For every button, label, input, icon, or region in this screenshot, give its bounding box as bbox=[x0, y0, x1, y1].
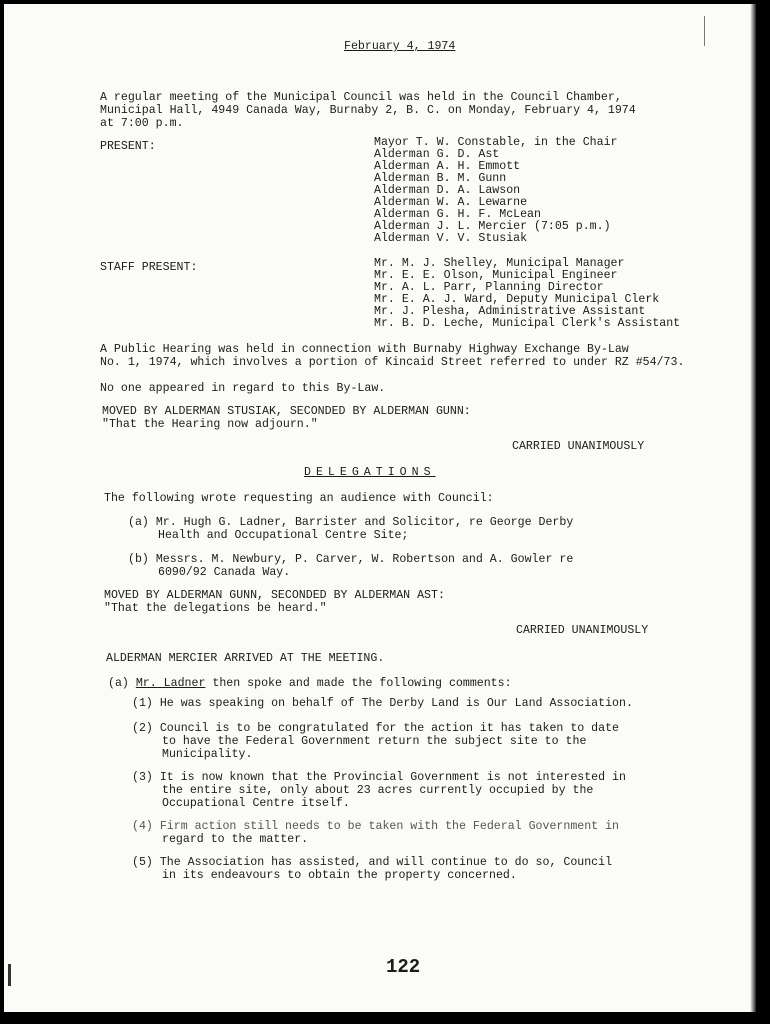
present-member: Mayor T. W. Constable, in the Chair bbox=[374, 136, 618, 149]
comment-5-line-1: (5) The Association has assisted, and will continue to do so, Council bbox=[132, 856, 613, 869]
present-member: Alderman D. A. Lawson bbox=[374, 184, 521, 197]
present-member: Alderman J. L. Mercier (7:05 p.m.) bbox=[374, 220, 611, 233]
ladner-name: Mr. Ladner bbox=[135, 677, 206, 690]
no-one-appeared: No one appeared in regard to this By-Law. bbox=[100, 382, 386, 395]
ladner-prefix: (a) bbox=[108, 677, 129, 690]
carried-1: CARRIED UNANIMOUSLY bbox=[512, 440, 645, 453]
scan-edge-shadow bbox=[750, 4, 756, 1012]
ladner-intro bbox=[108, 677, 512, 690]
present-label: PRESENT: bbox=[100, 140, 156, 153]
staff-member: Mr. A. L. Parr, Planning Director bbox=[374, 281, 604, 294]
delegation-a-line-2: Health and Occupational Centre Site; bbox=[158, 529, 409, 542]
motion-1-line-1: MOVED BY ALDERMAN STUSIAK, SECONDED BY ALDERMAN GUNN: bbox=[102, 405, 471, 418]
hearing-line-1: A Public Hearing was held in connection with Burnaby Highway Exchange By-Law bbox=[100, 343, 629, 356]
present-member: Alderman G. D. Ast bbox=[374, 148, 500, 161]
present-member: Alderman G. H. F. McLean bbox=[374, 208, 541, 221]
present-member: Alderman W. A. Lewarne bbox=[374, 196, 528, 209]
carried-2: CARRIED UNANIMOUSLY bbox=[516, 624, 649, 637]
delegation-b-line-1: (b) Messrs. M. Newbury, P. Carver, W. Robertson and A. Gowler re bbox=[128, 553, 574, 566]
comment-3-line-2: the entire site, only about 23 acres currently occupied by the bbox=[162, 784, 594, 797]
motion-2-line-1: MOVED BY ALDERMAN GUNN, SECONDED BY ALDERMAN AST: bbox=[104, 589, 445, 602]
staff-present-label: STAFF PRESENT: bbox=[100, 261, 198, 274]
motion-1-line-2: "That the Hearing now adjourn." bbox=[102, 418, 318, 431]
comment-3-line-3: Occupational Centre itself. bbox=[162, 797, 350, 810]
page-number: 122 bbox=[386, 956, 421, 978]
delegations-heading: DELEGATIONS bbox=[304, 466, 436, 479]
scan-margin-mark bbox=[704, 16, 705, 46]
date-heading: February 4, 1974 bbox=[344, 40, 456, 53]
intro-line-2: Municipal Hall, 4949 Canada Way, Burnaby 2, B. C. on Monday, February 4, 1974 bbox=[100, 104, 636, 117]
delegation-a-line-1: (a) Mr. Hugh G. Ladner, Barrister and Solicitor, re George Derby bbox=[128, 516, 574, 529]
present-member: Alderman B. M. Gunn bbox=[374, 172, 507, 185]
present-member: Alderman V. V. Stusiak bbox=[374, 232, 528, 245]
staff-member: Mr. E. E. Olson, Municipal Engineer bbox=[374, 269, 618, 282]
intro-line-1: A regular meeting of the Municipal Council was held in the Council Chamber, bbox=[100, 91, 622, 104]
scan-margin-mark bbox=[8, 964, 11, 986]
comment-3-line-1: (3) It is now known that the Provincial Government is not interested in bbox=[132, 771, 626, 784]
document-page bbox=[4, 4, 756, 1012]
comment-4-line-1: (4) Firm action still needs to be taken with the Federal Government in bbox=[132, 820, 620, 833]
comment-1: (1) He was speaking on behalf of The Derby Land is Our Land Association. bbox=[132, 697, 633, 710]
mercier-arrived: ALDERMAN MERCIER ARRIVED AT THE MEETING. bbox=[106, 652, 385, 665]
ladner-suffix: then spoke and made the following comments: bbox=[212, 677, 512, 690]
comment-5-line-2: in its endeavours to obtain the property concerned. bbox=[162, 869, 517, 882]
intro-line-3: at 7:00 p.m. bbox=[100, 117, 184, 130]
motion-2-line-2: "That the delegations be heard." bbox=[104, 602, 327, 615]
comment-2-line-3: Municipality. bbox=[162, 748, 253, 761]
staff-member: Mr. B. D. Leche, Municipal Clerk's Assistant bbox=[374, 317, 681, 330]
delegations-intro: The following wrote requesting an audience with Council: bbox=[104, 492, 494, 505]
delegation-b-line-2: 6090/92 Canada Way. bbox=[158, 566, 291, 579]
staff-member: Mr. J. Plesha, Administrative Assistant bbox=[374, 305, 646, 318]
staff-member: Mr. M. J. Shelley, Municipal Manager bbox=[374, 257, 625, 270]
staff-member: Mr. E. A. J. Ward, Deputy Municipal Clerk bbox=[374, 293, 660, 306]
comment-2-line-1: (2) Council is to be congratulated for the action it has taken to date bbox=[132, 722, 620, 735]
comment-2-line-2: to have the Federal Government return the subject site to the bbox=[162, 735, 587, 748]
comment-4-line-2: regard to the matter. bbox=[162, 833, 309, 846]
present-member: Alderman A. H. Emmott bbox=[374, 160, 521, 173]
hearing-line-2: No. 1, 1974, which involves a portion of Kincaid Street referred to under RZ #54/73. bbox=[100, 356, 685, 369]
